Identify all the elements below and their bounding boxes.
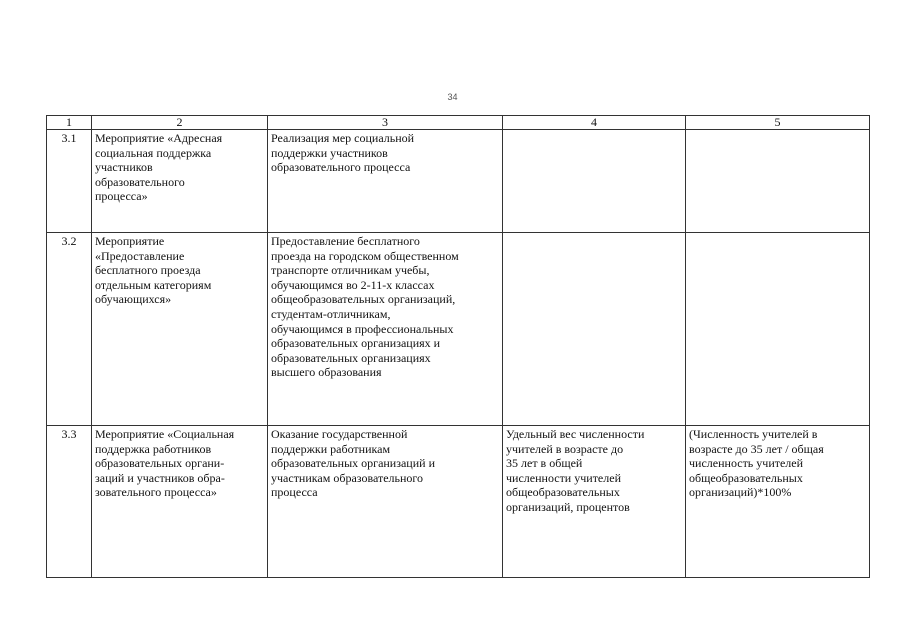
formula-cell xyxy=(686,233,870,426)
page-number: 34 xyxy=(447,92,458,102)
event-name-cell: Мероприятие «Предоставление бесплатного проезда отдельным категориям обучающихся» xyxy=(92,233,268,426)
column-header-3: 3 xyxy=(268,116,503,130)
description-cell: Предоставление бесплатного проезда на городском общественном транспорте отличникам учебы, обучающимся во 2-11-х классах общеобразовательных организаций, студентам-отличникам, обучающимся в профессиональных образовательных организациях и образовательных организациях высшего образования xyxy=(268,233,503,426)
column-header-2: 2 xyxy=(92,116,268,130)
table-row xyxy=(47,233,870,426)
table-row xyxy=(47,426,870,578)
event-name-cell: Мероприятие «Социальная поддержка работников образовательных органи- заций и участников обра- зовательного процесса» xyxy=(92,426,268,578)
row-number: 3.1 xyxy=(47,130,92,233)
description-cell: Реализация мер социальной поддержки участников образовательного процесса xyxy=(268,130,503,233)
row-number: 3.2 xyxy=(47,233,92,426)
indicator-cell xyxy=(503,233,686,426)
formula-cell xyxy=(686,130,870,233)
formula-cell: (Численность учителей в возрасте до 35 лет / общая численность учителей общеобразовательных организаций)*100% xyxy=(686,426,870,578)
indicator-cell xyxy=(503,130,686,233)
event-name-cell: Мероприятие «Адресная социальная поддержка участников образовательного процесса» xyxy=(92,130,268,233)
indicator-cell: Удельный вес численности учителей в возрасте до 35 лет в общей численности учителей общеобразовательных организаций, процентов xyxy=(503,426,686,578)
program-table xyxy=(46,115,870,578)
table-header-row xyxy=(47,116,870,130)
column-header-1: 1 xyxy=(47,116,92,130)
row-number: 3.3 xyxy=(47,426,92,578)
column-header-5: 5 xyxy=(686,116,870,130)
description-cell: Оказание государственной поддержки работникам образовательных организаций и участникам образовательного процесса xyxy=(268,426,503,578)
column-header-4: 4 xyxy=(503,116,686,130)
table-row xyxy=(47,130,870,233)
